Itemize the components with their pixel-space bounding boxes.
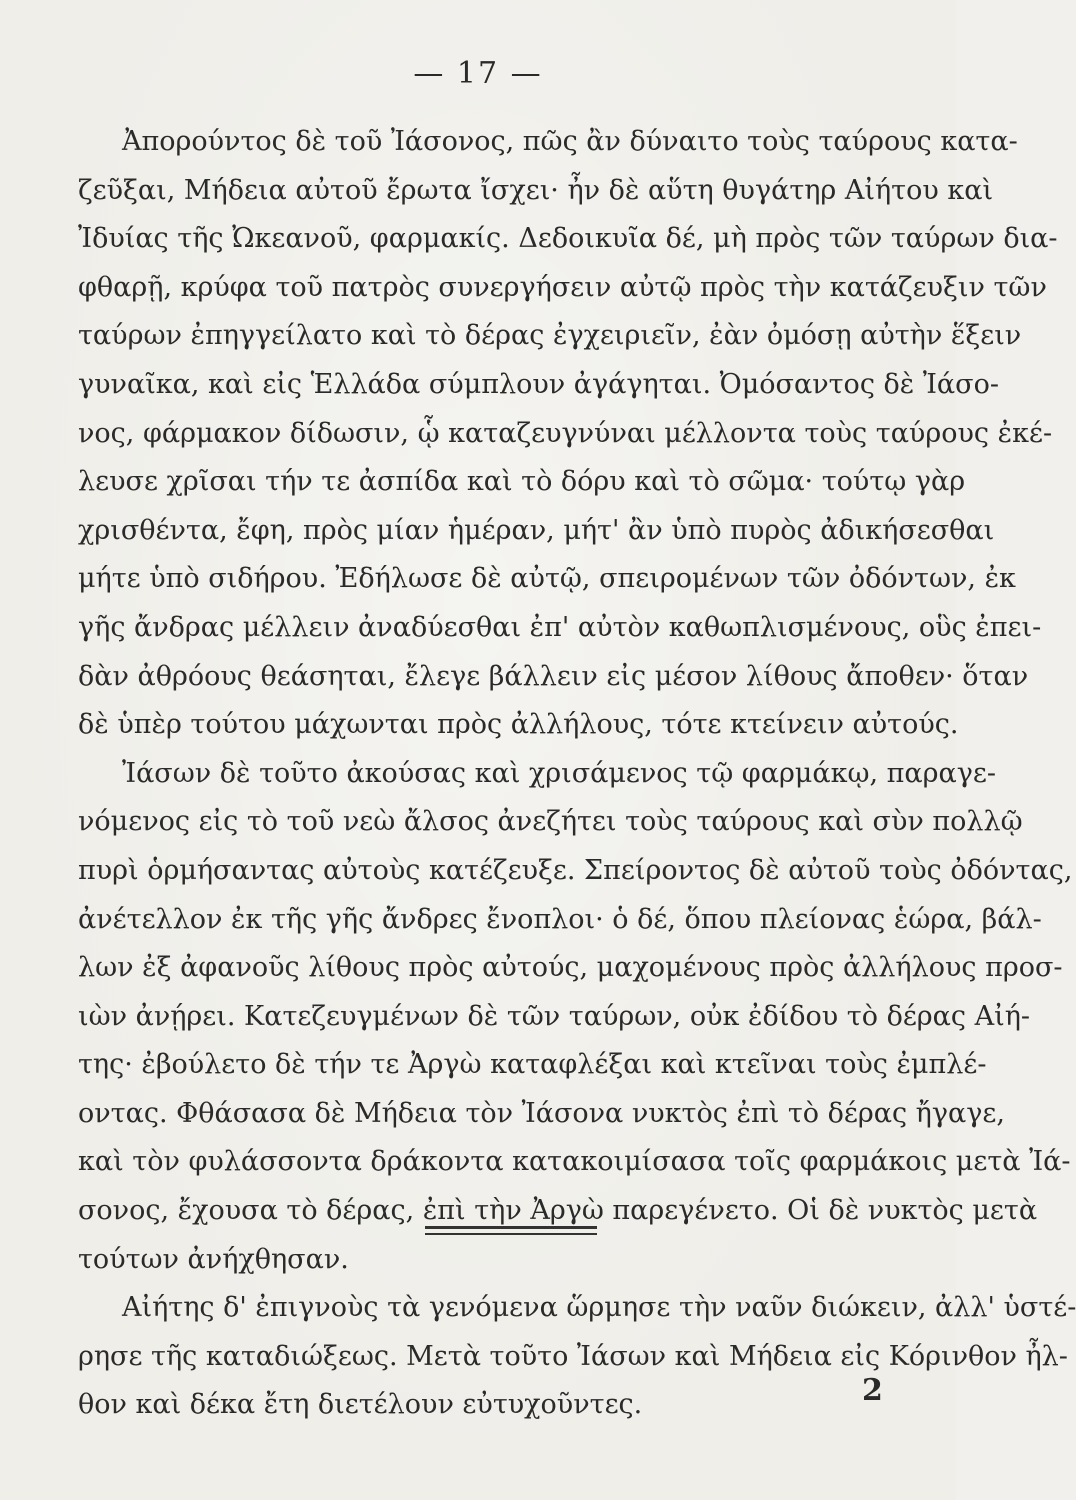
section-divider xyxy=(425,1224,597,1238)
text-line: Ἰάσων δὲ τοῦτο ἀκούσας καὶ χρισάμενος τῷ φαρμάκῳ, παραγε- xyxy=(122,757,996,789)
page-number: — 17 — xyxy=(413,56,543,91)
text-line: ρησε τῆς καταδιώξεως. Μετὰ τοῦτο Ἰάσων καὶ Μήδεια εἰς Κόρινθον ἦλ- xyxy=(78,1340,1068,1372)
text-line: Αἰήτης δ' ἐπιγνοὺς τὰ γενόμενα ὥρμησε τὴν ναῦν διώκειν, ἀλλ' ὑστέ- xyxy=(122,1292,1076,1324)
signature-mark: 2 xyxy=(862,1373,883,1408)
text-line: ιὼν ἀνῄρει. Κατεζευγμένων δὲ τῶν ταύρων, οὐκ ἐδίδου τὸ δέρας Αἰή- xyxy=(78,1000,1031,1032)
text-line: μήτε ὑπὸ σιδήρου. Ἐδήλωσε δὲ αὐτῷ, σπειρομένων τῶν ὀδόντων, ἐκ xyxy=(78,563,1016,595)
text-line: οντας. Φθάσασα δὲ Μήδεια τὸν Ἰάσονα νυκτὸς ἐπὶ τὸ δέρας ἤγαγε, xyxy=(78,1097,1005,1129)
text-line: θον καὶ δέκα ἔτη διετέλουν εὐτυχοῦντες. xyxy=(78,1389,643,1421)
text-line: χρισθέντα, ἔφη, πρὸς μίαν ἡμέραν, μήτ' ἂν ὑπὸ πυρὸς ἀδικήσεσθαι xyxy=(78,514,995,546)
text-line: φθαρῇ, κρύφα τοῦ πατρὸς συνεργήσειν αὐτῷ πρὸς τὴν κατάζευξιν τῶν xyxy=(78,271,1047,303)
text-line: τούτων ἀνήχθησαν. xyxy=(78,1243,349,1275)
text-line: γυναῖκα, καὶ εἰς Ἑλλάδα σύμπλουν ἀγάγηται. Ὀμόσαντος δὲ Ἰάσο- xyxy=(78,368,999,400)
text-line: λευσε χρῖσαι τήν τε ἀσπίδα καὶ τὸ δόρυ καὶ τὸ σῶμα· τούτῳ γὰρ xyxy=(78,466,966,498)
text-line: γῆς ἄνδρας μέλλειν ἀναδύεσθαι ἐπ' αὐτὸν καθωπλισμένους, οὓς ἐπει- xyxy=(78,611,1042,643)
text-line: ἀνέτελλον ἐκ τῆς γῆς ἄνδρες ἔνοπλοι· ὁ δέ, ὅπου πλείονας ἑώρα, βάλ- xyxy=(78,903,1042,935)
text-line: Ἰδυίας τῆς Ὠκεανοῦ, φαρμακίς. Δεδοικυῖα δέ, μὴ πρὸς τῶν ταύρων δια- xyxy=(78,223,1058,255)
text-line: νόμενος εἰς τὸ τοῦ νεὼ ἄλσος ἀνεζήτει τοὺς ταύρους καὶ σὺν πολλῷ xyxy=(78,806,1023,838)
text-line: δὲ ὑπὲρ τούτου μάχωνται πρὸς ἀλλήλους, τότε κτείνειν αὐτούς. xyxy=(78,709,959,741)
text-line: νος, φάρμακον δίδωσιν, ᾧ καταζευγνύναι μέλλοντα τοὺς ταύρους ἐκέ- xyxy=(78,417,1053,449)
text-line: πυρὶ ὁρμήσαντας αὐτοὺς κατέζευξε. Σπείροντος δὲ αὐτοῦ τοὺς ὀδόντας, xyxy=(78,854,1073,886)
divider-rule-bottom xyxy=(425,1233,597,1235)
text-line: δὰν ἀθρόους θεάσηται, ἔλεγε βάλλειν εἰς μέσον λίθους ἄποθεν· ὅταν xyxy=(78,660,1029,692)
text-line: λων ἐξ ἀφανοῦς λίθους πρὸς αὐτούς, μαχομένους πρὸς ἀλλήλους προσ- xyxy=(78,952,1063,984)
text-line: ταύρων ἐπηγγείλατο καὶ τὸ δέρας ἐγχειριεῖν, ἐὰν ὀμόσῃ αὐτὴν ἕξειν xyxy=(78,320,1022,352)
text-line: Ἀπορούντος δὲ τοῦ Ἰάσονος, πῶς ἂν δύναιτο τοὺς ταύρους κατα- xyxy=(122,126,1018,157)
text-line: καὶ τὸν φυλάσσοντα δράκοντα κατακοιμίσασα τοῖς φαρμάκοις μετὰ Ἰά- xyxy=(78,1146,1071,1178)
text-line: ζεῦξαι, Μήδεια αὐτοῦ ἔρωτα ἴσχει· ἦν δὲ αὕτη θυγάτηρ Αἰήτου καὶ xyxy=(78,174,994,206)
text-line: της· ἐβούλετο δὲ τήν τε Ἀργὼ καταφλέξαι καὶ κτεῖναι τοὺς ἐμπλέ- xyxy=(78,1049,987,1081)
divider-rule-top xyxy=(425,1226,597,1229)
text-line: σονος, ἔχουσα τὸ δέρας, ἐπὶ τὴν Ἀργὼ παρεγένετο. Οἱ δὲ νυκτὸς μετὰ xyxy=(78,1195,1038,1227)
